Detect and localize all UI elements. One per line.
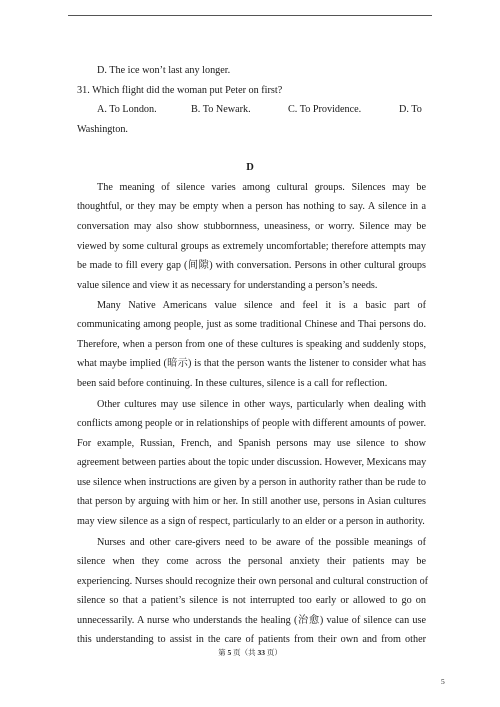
p4-line-6: this understanding to assist in the care of patients from their own and from other: [77, 634, 426, 645]
footer-mid: 页（共: [233, 648, 256, 657]
footer-post: 页）: [266, 648, 282, 657]
option-b: B. To Newark.: [191, 104, 251, 115]
question-31-stem: 31. Which flight did the woman put Peter on first?: [77, 85, 283, 96]
page-number: 5: [441, 677, 445, 686]
p4-line-5: unnecessarily. A nurse who understands the healing (治愈) value of silence can use: [77, 615, 426, 626]
p1-line-3: conversation may also show stubbornness, uneasiness, or worry. Silence may be: [77, 221, 426, 232]
p3-line-6: that person by arguing with him or her. In still another use, persons in Asian cultures: [77, 496, 426, 507]
option-c: C. To Providence.: [288, 104, 362, 115]
option-d-wrap: Washington.: [77, 124, 128, 135]
option-d: D. To: [399, 104, 422, 115]
page-footer: [0, 647, 500, 658]
p2-line-3: Therefore, when a person from one of these cultures is speaking and suddenly stops,: [77, 339, 426, 350]
p3-line-2: conflicts among people or in relationships of people with different amounts of power.: [77, 418, 426, 429]
p1-line-5: be made to fill every gap (间隙) with conversation. Persons in other cultural groups: [77, 260, 426, 271]
p3-line-5: use silence when instructions are given by a person in authority rather than be rude to: [77, 477, 426, 488]
option-d-prev: D. The ice won’t last any longer.: [97, 65, 231, 76]
p2-line-1: Many Native Americans value silence and feel it is a basic part of: [97, 300, 426, 311]
p3-line-4: agreement between parties about the topic under discussion. However, Mexicans may: [77, 457, 427, 468]
p3-line-7: may view silence as a sign of respect, particularly to an elder or a person in authority.: [77, 516, 425, 527]
p1-line-1: The meaning of silence varies among cultural groups. Silences may be: [97, 182, 426, 193]
p3-line-1: Other cultures may use silence in other ways, particularly when dealing with: [97, 399, 426, 410]
p4-line-3: experiencing. Nurses should recognize their own personal and cultural construction of: [77, 576, 429, 587]
p1-line-2: thoughtful, or they may be empty when a person has nothing to say. A silence in a: [77, 201, 426, 212]
footer-page: 5: [227, 648, 232, 657]
p3-line-3: For example, Russian, French, and Spanish persons may use silence to show: [77, 438, 426, 449]
p4-line-1: Nurses and other care-givers need to be aware of the possible meanings of: [97, 537, 426, 548]
section-heading: D: [246, 162, 254, 173]
p1-line-6: value silence and view it as necessary for understanding a person’s needs.: [77, 280, 378, 291]
p4-line-4: silence so that a patient’s silence is not interrupted too early or allowed to go on: [77, 595, 426, 606]
option-a: A. To London.: [97, 104, 157, 115]
footer-total: 33: [257, 648, 265, 657]
p1-line-4: viewed by some cultural groups as extremely uncomfortable; therefore attempts may: [77, 241, 426, 252]
header-rule: [68, 15, 432, 16]
p4-line-2: silence when they come across the personal anxiety their patients may be: [77, 556, 426, 567]
footer-pre: 第: [218, 648, 226, 657]
p2-line-5: been said before continuing. In these cultures, silence is a call for reflection.: [77, 378, 388, 389]
p2-line-4: what maybe implied (暗示) is that the person wants the listener to consider what has: [77, 358, 426, 369]
p2-line-2: communicating among people, just as some traditional Chinese and Thai persons do.: [77, 319, 426, 330]
